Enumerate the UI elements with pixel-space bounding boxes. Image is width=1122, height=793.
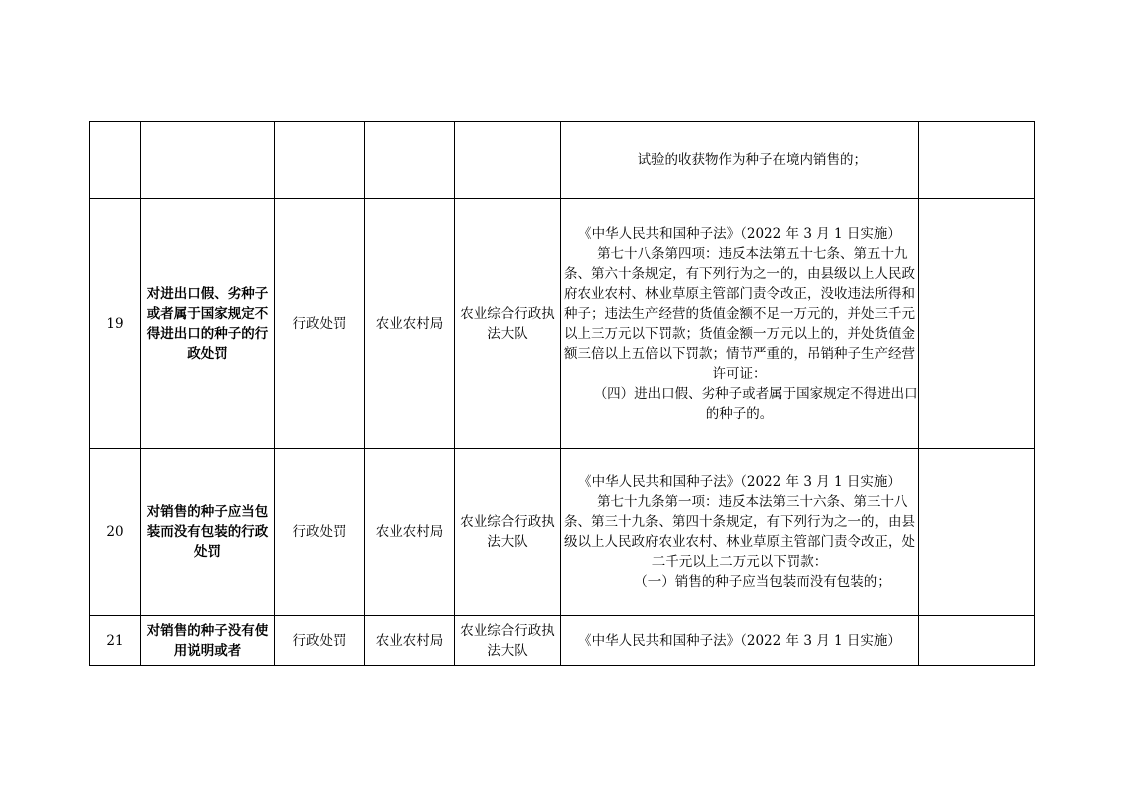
legal-basis bbox=[561, 199, 919, 449]
table-row bbox=[90, 122, 1035, 199]
item-name: 对销售的种子没有使用说明或者 bbox=[141, 616, 275, 666]
row-number: 20 bbox=[90, 449, 141, 616]
department: 农业农村局 bbox=[365, 449, 455, 616]
basis-law: 《中华人民共和国种子法》（2022 年 3 月 1 日实施） bbox=[578, 225, 901, 242]
row-number: 19 bbox=[90, 199, 141, 449]
department: 农业农村局 bbox=[365, 199, 455, 449]
basis-item: 试验的收获物作为种子在境内销售的； bbox=[637, 152, 868, 168]
department: 农业农村局 bbox=[365, 616, 455, 666]
penalty-type: 行政处罚 bbox=[275, 199, 365, 449]
table-row bbox=[90, 616, 1035, 666]
basis-law: 《中华人民共和国种子法》（2022 年 3 月 1 日实施） bbox=[578, 632, 901, 649]
basis-item: （四）进出口假、劣种子或者属于国家规定不得进出口的种子的。 bbox=[593, 385, 918, 422]
executor: 农业综合行政执法大队 bbox=[455, 616, 561, 666]
penalty-type: 行政处罚 bbox=[275, 616, 365, 666]
note bbox=[919, 616, 1035, 666]
basis-article: 第七十八条第四项：违反本法第五十七条、第五十九条、第六十条规定，有下列行为之一的，由县级以上人民政府农业农村、林业草原主管部门责令改正，没收违法所得和种子；违法生产经营的货值金额不足一万元的，并处三千元以上三万元以下罚款；货值金额一万元以上的，并处货值金额三倍以上五倍以下罚款；情节严重的，吊销种子生产经营许可证： bbox=[564, 245, 915, 382]
item-name: 对进出口假、劣种子或者属于国家规定不得进出口的种子的行政处罚 bbox=[141, 199, 275, 449]
item-name: 对销售的种子应当包装而没有包装的行政处罚 bbox=[141, 449, 275, 616]
legal-basis bbox=[561, 616, 919, 666]
executor bbox=[455, 122, 561, 199]
legal-basis bbox=[561, 122, 919, 199]
note bbox=[919, 199, 1035, 449]
executor: 农业综合行政执法大队 bbox=[455, 199, 561, 449]
penalty-type: 行政处罚 bbox=[275, 449, 365, 616]
basis-item: （一）销售的种子应当包装而没有包装的； bbox=[634, 574, 891, 590]
note bbox=[919, 449, 1035, 616]
basis-article: 第七十九条第一项：违反本法第三十六条、第三十八条、第三十九条、第四十条规定，有下列行为之一的，由县级以上人民政府农业农村、林业草原主管部门责令改正，处二千元以上二万元以下罚款： bbox=[564, 494, 915, 570]
row-number bbox=[90, 122, 141, 199]
table-row bbox=[90, 449, 1035, 616]
legal-basis bbox=[561, 449, 919, 616]
department bbox=[365, 122, 455, 199]
note bbox=[919, 122, 1035, 199]
penalty-table bbox=[89, 121, 1035, 666]
penalty-type bbox=[275, 122, 365, 199]
item-name bbox=[141, 122, 275, 199]
row-number: 21 bbox=[90, 616, 141, 666]
basis-law: 《中华人民共和国种子法》（2022 年 3 月 1 日实施） bbox=[578, 474, 901, 490]
executor: 农业综合行政执法大队 bbox=[455, 449, 561, 616]
table-row bbox=[90, 199, 1035, 449]
